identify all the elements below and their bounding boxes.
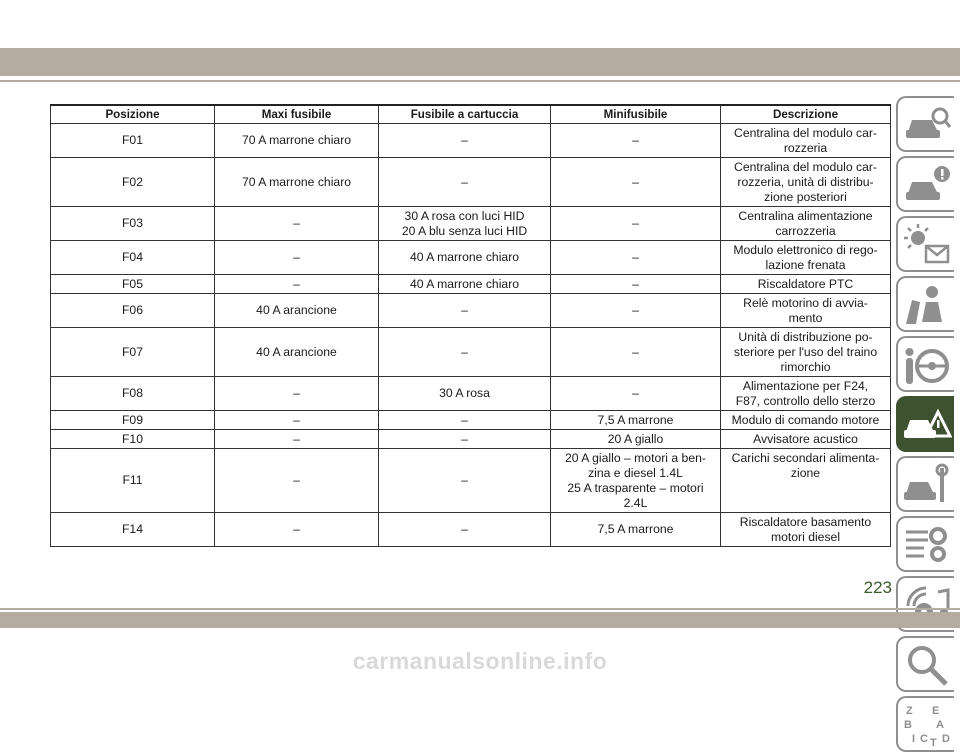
cell-minifusibile: 7,5 A marrone xyxy=(551,411,721,430)
cell-fusibile-cartuccia: – xyxy=(379,411,551,430)
watermark: carmanualsonline.info xyxy=(352,648,608,674)
table-row xyxy=(51,328,891,377)
header-rule xyxy=(0,80,960,82)
cell-descrizione: Riscaldatore basamento motori diesel xyxy=(721,513,891,547)
cell-posizione: F14 xyxy=(51,513,215,547)
footer-band xyxy=(0,612,960,628)
cell-minifusibile: – xyxy=(551,158,721,207)
cell-posizione: F10 xyxy=(51,430,215,449)
table-row xyxy=(51,294,891,328)
table-row xyxy=(51,241,891,275)
cell-posizione: F09 xyxy=(51,411,215,430)
table-row xyxy=(51,207,891,241)
cell-descrizione: Modulo elettronico di rego- lazione frenata xyxy=(721,241,891,275)
cell-minifusibile: 20 A giallo xyxy=(551,430,721,449)
car-info-icon xyxy=(902,162,952,208)
cell-descrizione: Modulo di comando motore xyxy=(721,411,891,430)
cell-maxi-fusibile: – xyxy=(215,377,379,411)
tab-car-search[interactable] xyxy=(896,96,954,152)
tab-technical-specs[interactable] xyxy=(896,516,954,572)
cell-posizione: F04 xyxy=(51,241,215,275)
cell-fusibile-cartuccia: 40 A marrone chiaro xyxy=(379,241,551,275)
header-maxi-fusibile: Maxi fusibile xyxy=(215,105,379,124)
cell-descrizione: Centralina del modulo car- rozzeria, unità di distribu- zione posteriori xyxy=(721,158,891,207)
cell-fusibile-cartuccia: – xyxy=(379,328,551,377)
cell-minifusibile: – xyxy=(551,241,721,275)
table-row xyxy=(51,377,891,411)
header-fusibile-cartuccia: Fusibile a cartuccia xyxy=(379,105,551,124)
cell-posizione: F02 xyxy=(51,158,215,207)
table-row xyxy=(51,449,891,513)
cell-minifusibile: 7,5 A marrone xyxy=(551,513,721,547)
table-row xyxy=(51,430,891,449)
header-minifusibile: Minifusibile xyxy=(551,105,721,124)
cell-descrizione: Relè motorino di avvia- mento xyxy=(721,294,891,328)
cell-posizione: F11 xyxy=(51,449,215,513)
cell-minifusibile: 20 A giallo – motori a ben- zina e diesel 1.4L 25 A trasparente – motori 2.4L xyxy=(551,449,721,513)
cell-minifusibile: – xyxy=(551,275,721,294)
cell-minifusibile: – xyxy=(551,377,721,411)
svg-text:C: C xyxy=(920,733,928,745)
emergency-car-icon xyxy=(902,402,952,448)
svg-text:T: T xyxy=(930,737,937,748)
cell-minifusibile: – xyxy=(551,328,721,377)
header-posizione: Posizione xyxy=(51,105,215,124)
cell-maxi-fusibile: 70 A marrone chiaro xyxy=(215,124,379,158)
cell-posizione: F08 xyxy=(51,377,215,411)
svg-text:Z: Z xyxy=(906,705,913,717)
technical-specs-icon xyxy=(902,522,952,568)
cell-descrizione: Avvisatore acustico xyxy=(721,430,891,449)
cell-maxi-fusibile: – xyxy=(215,207,379,241)
footer-rule xyxy=(0,608,960,610)
header-descrizione: Descrizione xyxy=(721,105,891,124)
cell-posizione: F03 xyxy=(51,207,215,241)
cell-posizione: F07 xyxy=(51,328,215,377)
cell-maxi-fusibile: – xyxy=(215,430,379,449)
cell-descrizione: Centralina alimentazione carrozzeria xyxy=(721,207,891,241)
cell-maxi-fusibile: – xyxy=(215,275,379,294)
svg-text:E: E xyxy=(932,705,940,717)
svg-text:B: B xyxy=(904,719,912,731)
table-row xyxy=(51,275,891,294)
cell-fusibile-cartuccia: 30 A rosa xyxy=(379,377,551,411)
cell-posizione: F06 xyxy=(51,294,215,328)
svg-text:I: I xyxy=(912,733,916,745)
fuse-table xyxy=(50,104,891,547)
cell-maxi-fusibile: 40 A arancione xyxy=(215,294,379,328)
cell-fusibile-cartuccia: – xyxy=(379,158,551,207)
tab-alphabetical-index[interactable] xyxy=(896,696,954,752)
table-row xyxy=(51,513,891,547)
alphabetical-index-icon xyxy=(902,702,952,748)
cell-fusibile-cartuccia: – xyxy=(379,124,551,158)
cell-minifusibile: – xyxy=(551,207,721,241)
cell-descrizione: Alimentazione per F24, F87, controllo dello sterzo xyxy=(721,377,891,411)
table-row xyxy=(51,411,891,430)
cell-maxi-fusibile: – xyxy=(215,241,379,275)
table-row xyxy=(51,158,891,207)
header-band xyxy=(0,48,960,76)
tab-emergency[interactable] xyxy=(896,396,954,452)
steering-wheel-icon xyxy=(902,342,952,388)
tab-car-info[interactable] xyxy=(896,156,954,212)
table-row xyxy=(51,124,891,158)
warning-lights-icon xyxy=(902,222,952,268)
tab-safety[interactable] xyxy=(896,276,954,332)
cell-fusibile-cartuccia: – xyxy=(379,294,551,328)
tab-warning-lights[interactable] xyxy=(896,216,954,272)
safety-airbag-icon xyxy=(902,282,952,328)
cell-minifusibile: – xyxy=(551,124,721,158)
maintenance-wrench-icon xyxy=(902,462,952,508)
page-number: 223 xyxy=(863,578,892,597)
tab-maintenance[interactable] xyxy=(896,456,954,512)
cell-descrizione: Centralina del modulo car- rozzeria xyxy=(721,124,891,158)
cell-maxi-fusibile: – xyxy=(215,411,379,430)
cell-fusibile-cartuccia: – xyxy=(379,449,551,513)
cell-minifusibile: – xyxy=(551,294,721,328)
cell-maxi-fusibile: – xyxy=(215,513,379,547)
tab-driving[interactable] xyxy=(896,336,954,392)
cell-descrizione: Carichi secondari alimenta- zione xyxy=(721,449,891,513)
cell-descrizione: Riscaldatore PTC xyxy=(721,275,891,294)
cell-maxi-fusibile: – xyxy=(215,449,379,513)
cell-fusibile-cartuccia: – xyxy=(379,430,551,449)
cell-posizione: F05 xyxy=(51,275,215,294)
cell-fusibile-cartuccia: 40 A marrone chiaro xyxy=(379,275,551,294)
svg-text:D: D xyxy=(942,733,950,745)
cell-descrizione: Unità di distribuzione po- steriore per l'uso del traino rimorchio xyxy=(721,328,891,377)
cell-maxi-fusibile: 70 A marrone chiaro xyxy=(215,158,379,207)
cell-posizione: F01 xyxy=(51,124,215,158)
table-header-row xyxy=(51,105,891,124)
cell-fusibile-cartuccia: 30 A rosa con luci HID 20 A blu senza luci HID xyxy=(379,207,551,241)
svg-text:A: A xyxy=(936,719,944,731)
cell-fusibile-cartuccia: – xyxy=(379,513,551,547)
car-search-icon xyxy=(902,102,952,148)
cell-maxi-fusibile: 40 A arancione xyxy=(215,328,379,377)
